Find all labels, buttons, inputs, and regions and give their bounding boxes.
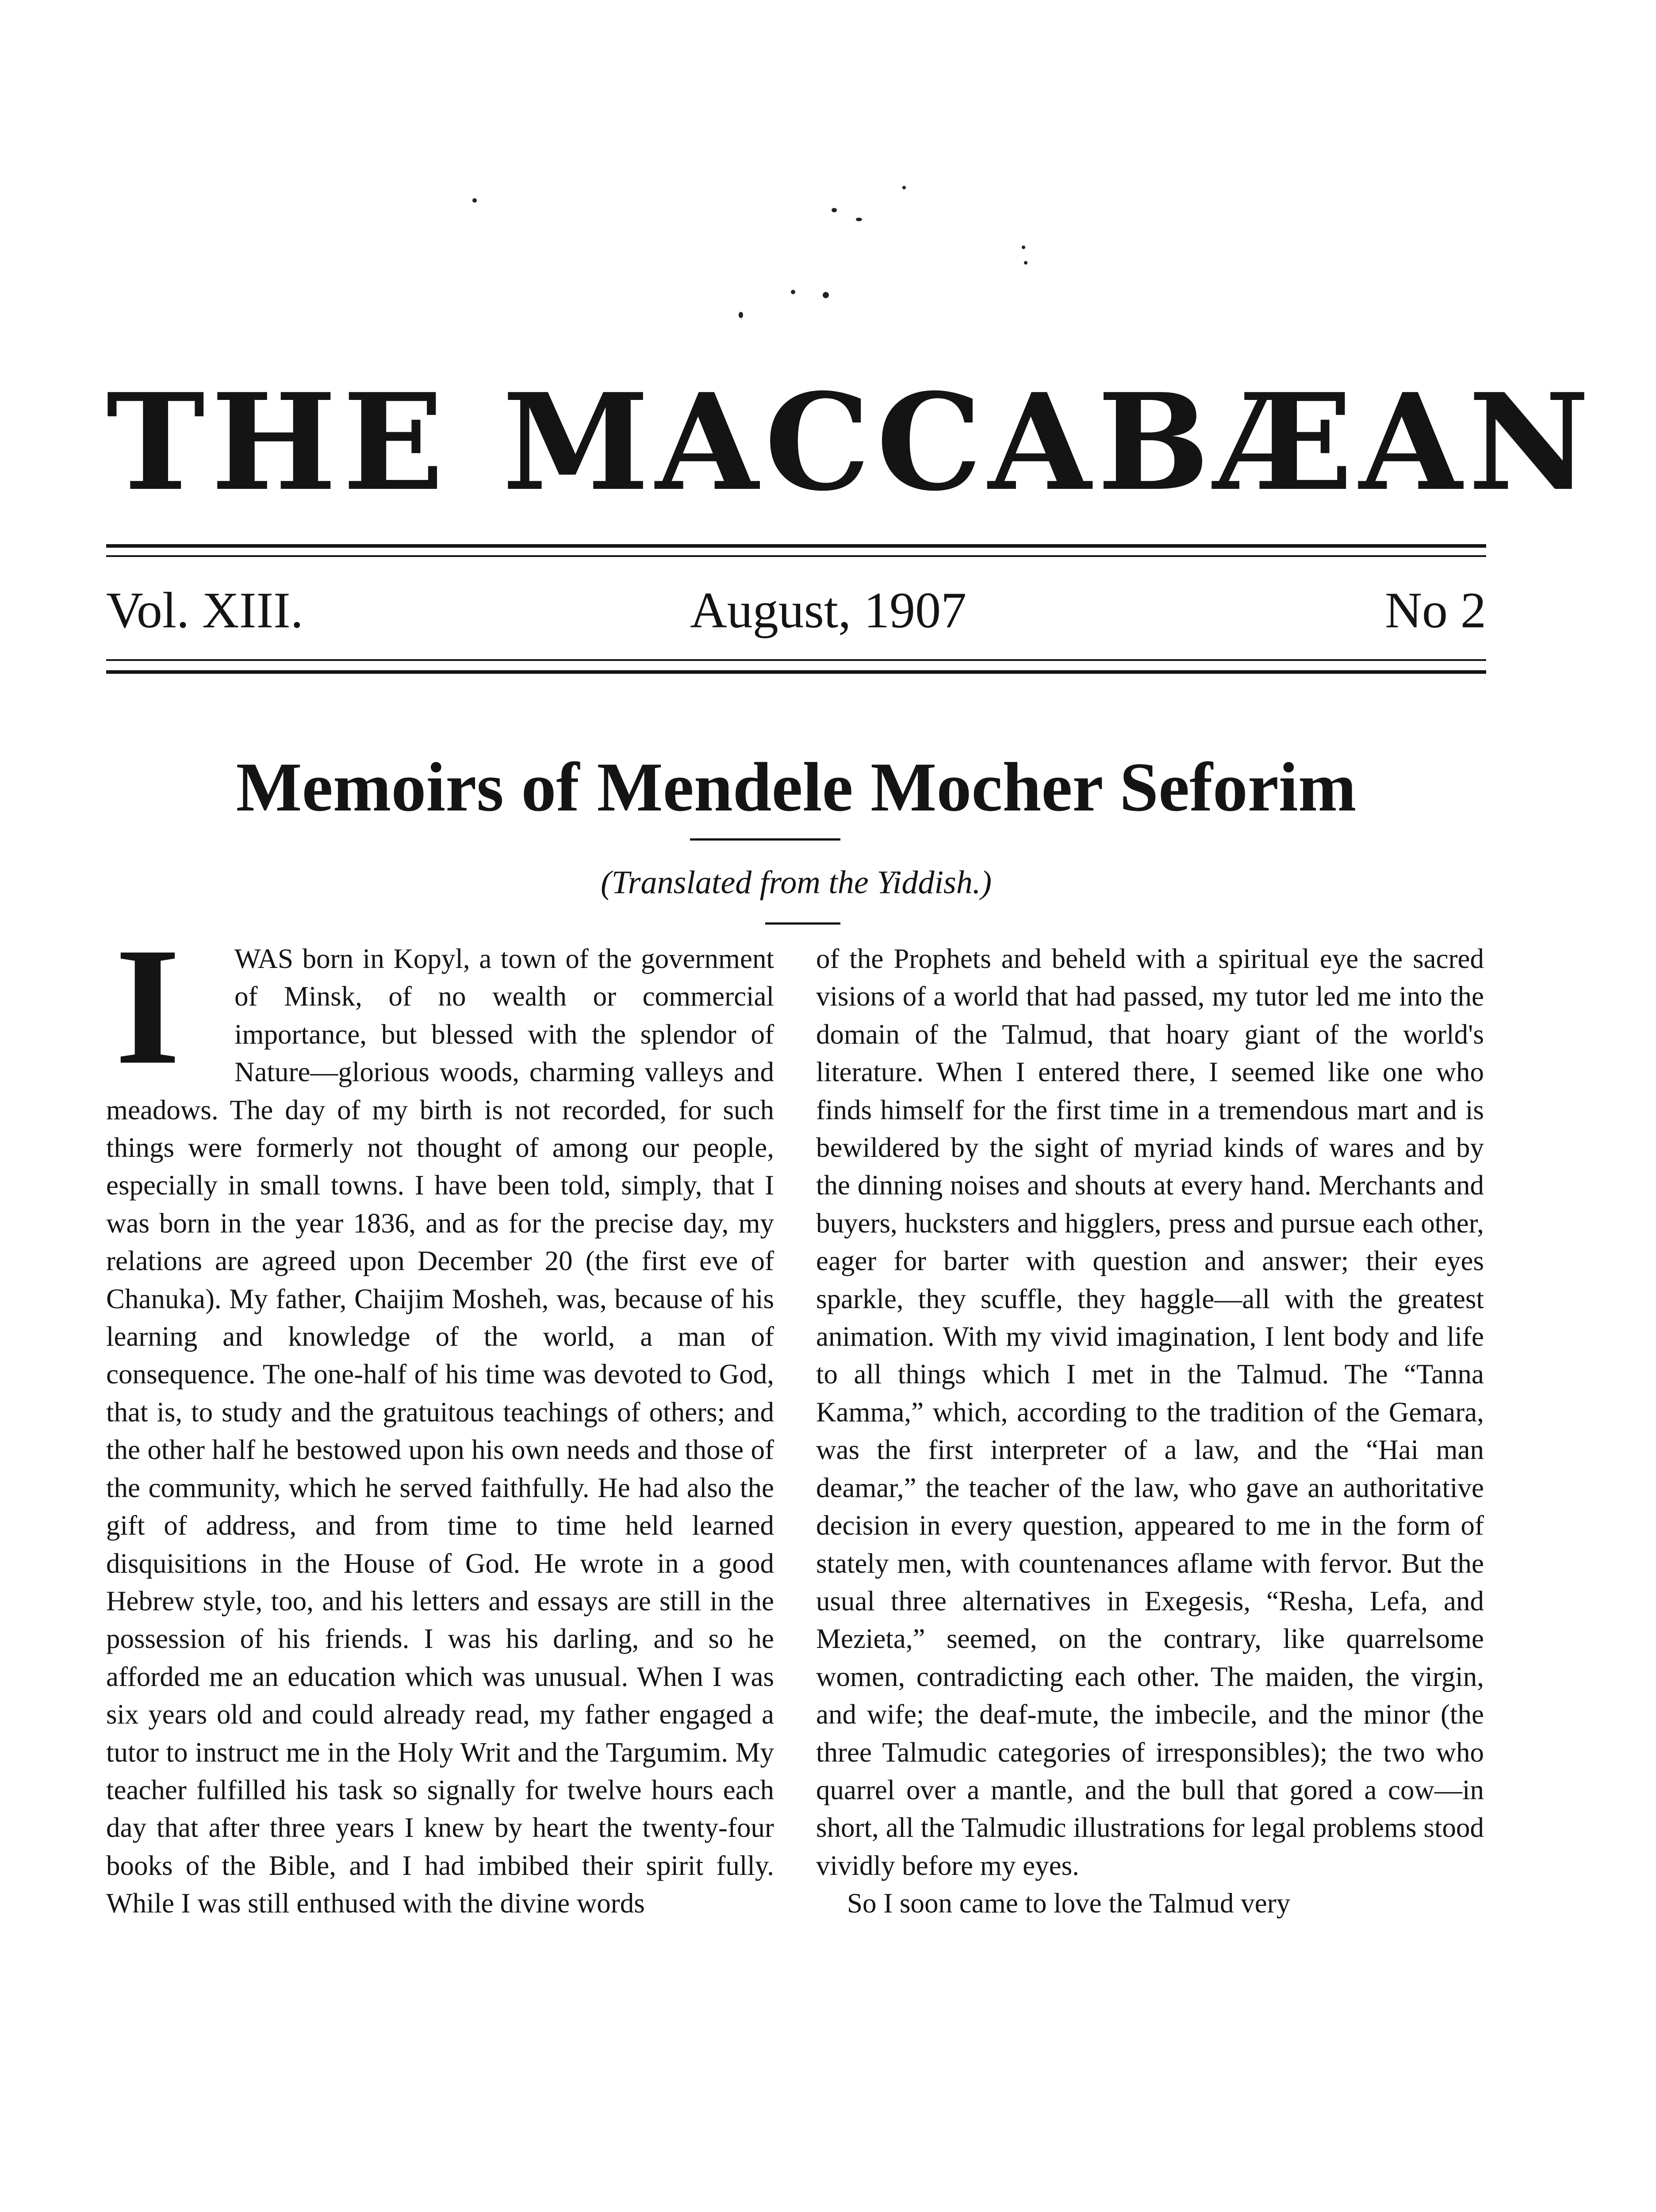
issue-date: August, 1907: [690, 582, 967, 639]
title-rule: [690, 838, 840, 841]
first-word: WAS: [234, 943, 294, 974]
print-speck: [902, 186, 906, 189]
masthead-title: THE MACCABÆAN: [106, 364, 1596, 520]
issue-line: [106, 580, 1486, 641]
print-speck: [823, 292, 829, 298]
article-column-right: [816, 940, 1484, 1923]
print-speck: [739, 312, 743, 318]
issue-rule-bottom: [106, 670, 1486, 674]
drop-cap: I: [115, 913, 180, 1099]
article-column-left: [106, 913, 774, 1923]
subtitle-rule: [765, 922, 840, 925]
article-subtitle: (Translated from the Yiddish.): [601, 864, 992, 901]
left-column-text: born in Kopyl, a town of the government of Minsk, of no wealth or commercial importance, but blessed with the splendor of Nature—glorious woods, charming valleys and meadows. The day of my birth is not recorded, for such things were formerly not thought of among our people, especially in small towns. I have been told, simply, that I was born in the year 1836, and as for the precise day, my relations are agreed upon December 20 (the first eve of Chanuka). My father, Chaijim Mosheh, was, because of his learning and knowledge of the world, a man of consequence. The one-half of his time was devoted to God, that is, to study and the gratuitous teachings of others; and the other half he bestowed upon his own needs and those of the community, which he served faithfully. He had also the gift of address, and from time to time held learned disquisitions in the House of God. He wrote in a good Hebrew style, too, and his letters and essays are still in the possession of his friends. I was his darling, and so he afforded me an education which was unusual. When I was six years old and could already read, my father engaged a tutor to instruct me in the Holy Writ and the Targumim. My teacher fulfilled his task so signally for twelve hours each day that after three years I knew by heart the twenty-four books of the Bible, and I had imbibed their spirit fully. While I was still enthused with the divine words: [106, 943, 774, 1919]
issue-number: No 2: [1385, 582, 1486, 639]
print-speck: [832, 208, 837, 212]
masthead-rule-second: [106, 555, 1486, 557]
print-speck: [472, 198, 477, 203]
right-column-paragraph: So I soon came to love the Talmud very: [847, 1888, 1291, 1919]
issue-rule-top: [106, 659, 1486, 661]
print-speck: [1024, 261, 1027, 265]
right-column-paragraph: of the Prophets and beheld with a spiritual eye the sacred visions of a world that had passed, my tutor led me into the domain of the Talmud, that hoary giant of the world's literature. When I entered there, I seemed like one who finds himself for the first time in a tremendous mart and is bewildered by the sight of myriad kinds of wares and by the dinning noises and shouts at every hand. Merchants and buyers, hucksters and higglers, press and pursue each other, eager for barter with question and answer; their eyes sparkle, they scuffle, they haggle—all with the greatest animation. With my vivid imagination, I lent body and life to all things which I met in the Talmud. The “Tanna Kamma,” which, according to the tradition of the Gemara, was the first interpreter of a law, and the “Hai man deamar,” the teacher of the law, who gave an authoritative decision in every question, appeared to me in the form of stately men, with countenances aflame with fervor. But the usual three alternatives in Exegesis, “Resha, Lefa, and Mezieta,” seemed, on the contrary, like quarrelsome women, contradicting each other. The maiden, the virgin, and wife; the deaf-mute, the imbecile, and the minor (the three Talmudic categories of irresponsibles); the two who quarrel over a mantle, and the bull that gored a cow—in short, all the Talmudic illustrations for legal problems stood vividly before my eyes.: [816, 943, 1484, 1881]
volume-label: Vol. XIII.: [106, 582, 303, 639]
print-speck: [856, 218, 862, 221]
print-speck: [791, 290, 795, 294]
masthead-rule-top: [106, 544, 1486, 548]
article-title: Memoirs of Mendele Mocher Seforim: [236, 749, 1357, 826]
print-speck: [1022, 246, 1025, 249]
